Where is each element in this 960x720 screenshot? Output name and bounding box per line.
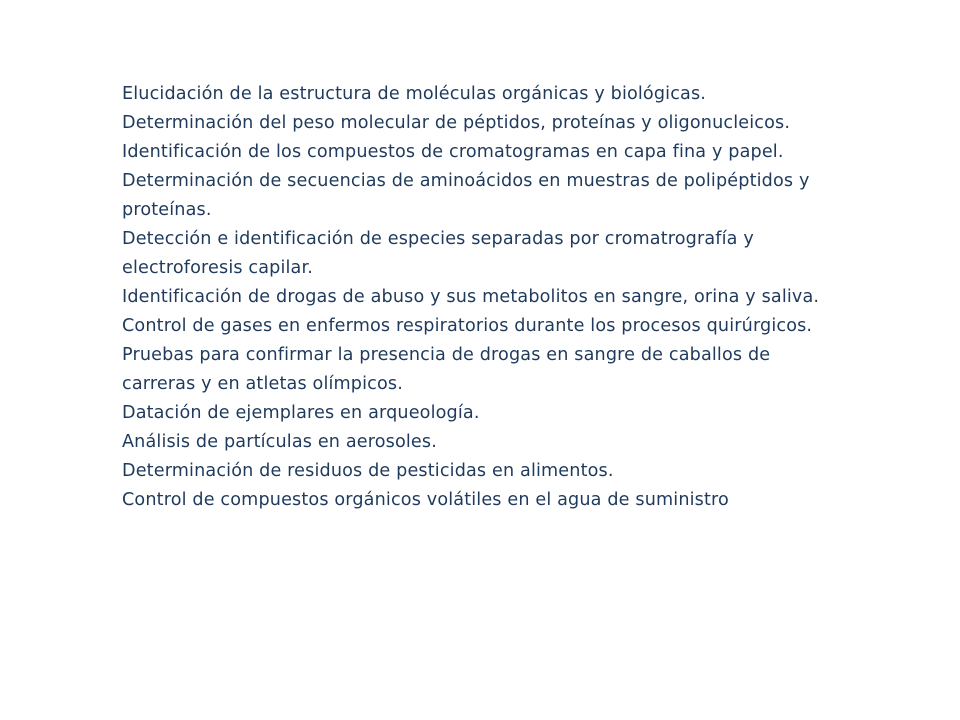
list-item: Análisis de partículas en aerosoles. [122,432,437,452]
list-item: Control de compuestos orgánicos volátiles en el agua de suministro [122,490,729,510]
list-item: Identificación de los compuestos de cromatogramas en capa fina y papel. [122,142,784,162]
list-item: Elucidación de la estructura de moléculas orgánicas y biológicas. [122,84,707,104]
list-item: Detección e identificación de especies separadas por cromatrografía y electroforesis capilar. [122,229,754,278]
list-item: Pruebas para confirmar la presencia de drogas en sangre de caballos de carreras y en atletas olímpicos. [122,345,771,394]
list-item: Determinación de secuencias de aminoácidos en muestras de polipéptidos y proteínas. [122,171,810,220]
applications-list [122,80,842,515]
list-item: Identificación de drogas de abuso y sus metabolitos en sangre, orina y saliva. [122,287,820,307]
list-item: Datación de ejemplares en arqueología. [122,403,480,423]
list-item: Determinación de residuos de pesticidas en alimentos. [122,461,614,481]
list-item: Determinación del peso molecular de péptidos, proteínas y oligonucleicos. [122,113,791,133]
list-item: Control de gases en enfermos respiratorios durante los procesos quirúrgicos. [122,316,813,336]
